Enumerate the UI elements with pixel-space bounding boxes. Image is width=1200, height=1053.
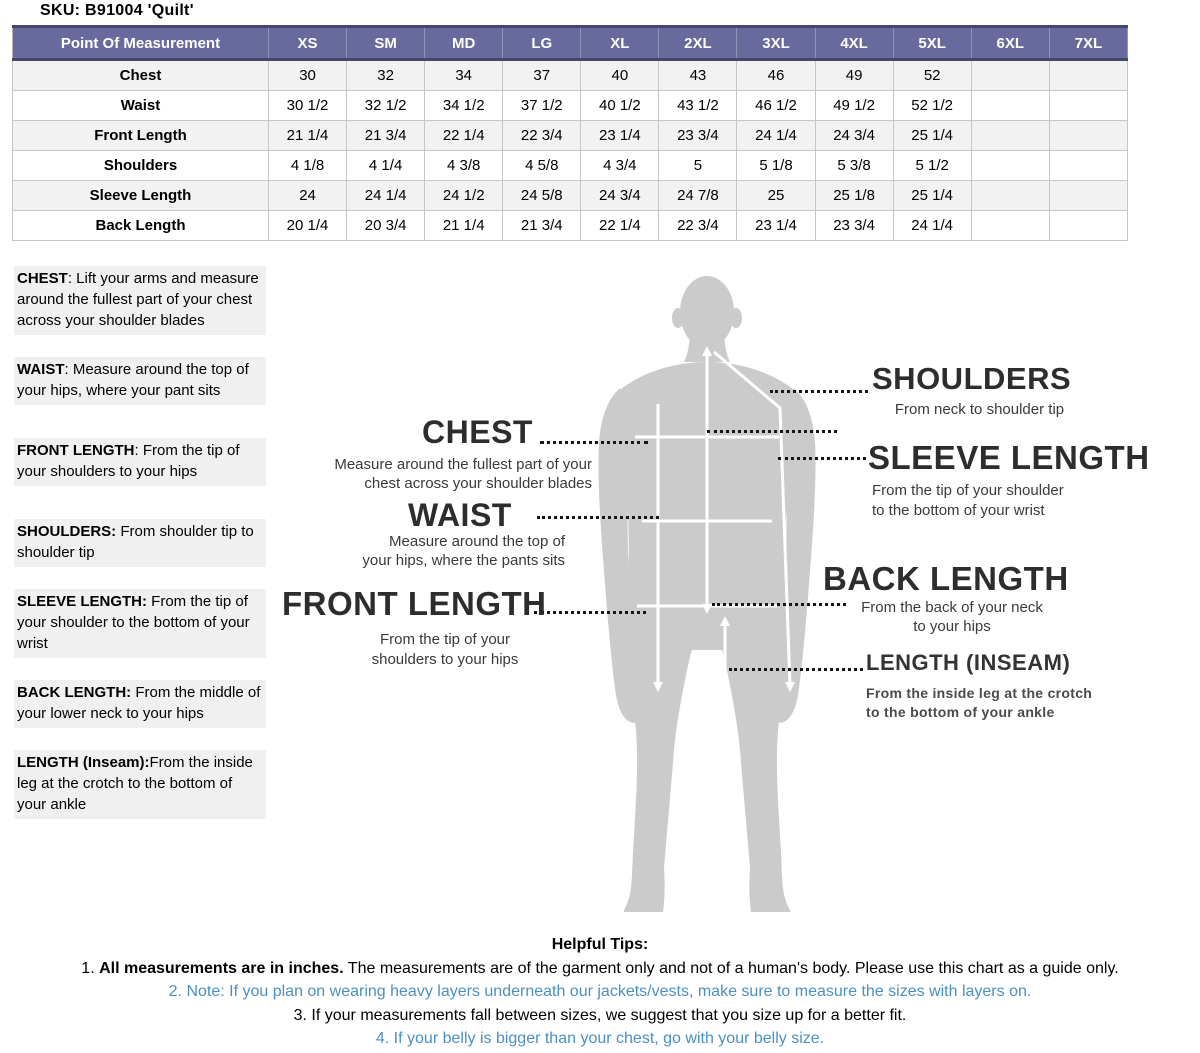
column-header: 3XL: [737, 27, 815, 60]
description-text: From the inside leg at the crotch to the bottom of your ankle: [17, 754, 253, 813]
size-value-cell: 30: [269, 60, 347, 91]
tips-heading: Helpful Tips:: [551, 936, 649, 953]
size-value-cell: 43: [659, 60, 737, 91]
figure-label-back-length: BACK LENGTH: [823, 560, 1069, 597]
figure-label-shoulders: SHOULDERS: [872, 361, 1072, 396]
size-value-cell: 30 1/2: [269, 91, 347, 121]
row-label: Back Length: [13, 211, 269, 241]
row-label: Waist: [13, 91, 269, 121]
figure-caption-shoulders: From neck to shoulder tip: [894, 401, 1065, 418]
size-value-cell: 46 1/2: [737, 91, 815, 121]
tip-line: 4. If your belly is bigger than your chest, go with your belly size.: [375, 1030, 825, 1047]
description-text: : Measure around the top of your hips, where your pant sits: [17, 361, 249, 399]
size-value-cell: 24 1/2: [425, 181, 503, 211]
size-value-cell: 32 1/2: [347, 91, 425, 121]
column-header: 4XL: [815, 27, 893, 60]
size-value-cell: 5 3/8: [815, 151, 893, 181]
sleeve-length-leader-line: [778, 457, 866, 460]
size-value-cell: 49: [815, 60, 893, 91]
row-label: Chest: [13, 60, 269, 91]
size-table-header-row: [13, 27, 1128, 60]
size-value-cell: 22 1/4: [425, 121, 503, 151]
size-value-cell: 4 3/4: [581, 151, 659, 181]
size-value-cell: [971, 60, 1049, 91]
size-value-cell: [1049, 181, 1127, 211]
size-value-cell: 24 1/4: [347, 181, 425, 211]
size-value-cell: 40 1/2: [581, 91, 659, 121]
size-value-cell: 5: [659, 151, 737, 181]
size-value-cell: 24 3/4: [815, 121, 893, 151]
column-header: 2XL: [659, 27, 737, 60]
size-value-cell: 25 1/4: [893, 121, 971, 151]
column-header: SM: [347, 27, 425, 60]
figure-caption-sleeve-length: From the tip of your shoulder to the bottom of your wrist: [872, 482, 1064, 519]
tips-list: [0, 957, 1200, 1051]
figure-caption-front-length: From the tip of your shoulders to your hips: [371, 631, 519, 668]
size-value-cell: [971, 151, 1049, 181]
description-text: From the middle of your lower neck to your hips: [17, 684, 261, 722]
size-value-cell: [1049, 121, 1127, 151]
front-length-leader-line: [534, 611, 646, 614]
size-value-cell: 21 1/4: [425, 211, 503, 241]
size-value-cell: 24 5/8: [503, 181, 581, 211]
table-row: [13, 60, 1128, 91]
column-header: MD: [425, 27, 503, 60]
column-header: LG: [503, 27, 581, 60]
description-label: WAIST: [17, 361, 65, 378]
inseam-leader-line: [729, 668, 863, 671]
description-label: BACK LENGTH:: [17, 684, 132, 701]
size-value-cell: 4 1/8: [269, 151, 347, 181]
size-value-cell: 20 3/4: [347, 211, 425, 241]
size-value-cell: [971, 181, 1049, 211]
table-row: [13, 151, 1128, 181]
table-row: [13, 91, 1128, 121]
size-table: [12, 25, 1128, 241]
measurement-description-item: [14, 680, 266, 728]
column-header: Point Of Measurement: [13, 27, 269, 60]
size-value-cell: 24 3/4: [581, 181, 659, 211]
column-header: XL: [581, 27, 659, 60]
chest-leader-line: [540, 441, 648, 444]
size-value-cell: 25 1/8: [815, 181, 893, 211]
size-value-cell: 46: [737, 60, 815, 91]
size-value-cell: 37: [503, 60, 581, 91]
figure-label-sleeve-length: SLEEVE LENGTH: [868, 439, 1150, 476]
row-label: Sleeve Length: [13, 181, 269, 211]
size-value-cell: 21 3/4: [347, 121, 425, 151]
size-value-cell: [1049, 60, 1127, 91]
description-label: CHEST: [17, 270, 68, 287]
size-value-cell: 4 1/4: [347, 151, 425, 181]
description-label: SLEEVE LENGTH:: [17, 593, 148, 610]
size-value-cell: 5 1/8: [737, 151, 815, 181]
size-value-cell: 4 5/8: [503, 151, 581, 181]
column-header: 6XL: [971, 27, 1049, 60]
size-value-cell: 37 1/2: [503, 91, 581, 121]
measurement-description-item: [14, 589, 266, 658]
figure-caption-chest: Measure around the fullest part of your chest across your shoulder blades: [334, 456, 592, 492]
shoulders-leader-line: [770, 390, 868, 393]
waist-leader-line: [537, 516, 659, 519]
description-text: : Lift your arms and measure around the fullest part of your chest across your shoulder blades: [17, 270, 259, 329]
measurement-description-item: [14, 266, 266, 335]
size-value-cell: 21 3/4: [503, 211, 581, 241]
size-value-cell: 40: [581, 60, 659, 91]
measurement-description-item: [14, 519, 266, 567]
size-value-cell: 24 1/4: [893, 211, 971, 241]
description-text: From the tip of your shoulder to the bottom of your wrist: [17, 593, 250, 652]
size-value-cell: 23 3/4: [659, 121, 737, 151]
size-value-cell: 34: [425, 60, 503, 91]
row-label: Front Length: [13, 121, 269, 151]
size-value-cell: [1049, 211, 1127, 241]
size-value-cell: 21 1/4: [269, 121, 347, 151]
tip-line: 3. If your measurements fall between sizes, we suggest that you size up for a better fit.: [293, 1006, 907, 1024]
size-value-cell: [971, 211, 1049, 241]
column-header: 7XL: [1049, 27, 1127, 60]
figure-label-front-length: FRONT LENGTH: [282, 585, 547, 622]
size-value-cell: 23 1/4: [737, 211, 815, 241]
size-value-cell: 22 3/4: [503, 121, 581, 151]
size-value-cell: 22 1/4: [581, 211, 659, 241]
size-value-cell: 52: [893, 60, 971, 91]
row-label: Shoulders: [13, 151, 269, 181]
size-value-cell: 32: [347, 60, 425, 91]
size-value-cell: 25: [737, 181, 815, 211]
table-row: [13, 181, 1128, 211]
description-label: LENGTH (Inseam):: [17, 754, 150, 771]
body-silhouette-figure: [557, 272, 857, 912]
size-value-cell: 24 7/8: [659, 181, 737, 211]
column-header: XS: [269, 27, 347, 60]
size-value-cell: [1049, 151, 1127, 181]
back-length-leader-line: [712, 603, 846, 606]
description-label: FRONT LENGTH: [17, 442, 135, 459]
size-value-cell: 34 1/2: [425, 91, 503, 121]
measurement-descriptions: [14, 266, 266, 841]
size-value-cell: 52 1/2: [893, 91, 971, 121]
size-value-cell: 24: [269, 181, 347, 211]
size-value-cell: [971, 91, 1049, 121]
table-row: [13, 121, 1128, 151]
description-label: SHOULDERS:: [17, 523, 117, 540]
size-value-cell: 24 1/4: [737, 121, 815, 151]
figure-caption-back-length: From the back of your neck to your hips: [861, 599, 1043, 635]
measurement-description-item: [14, 357, 266, 405]
figure-label-waist: WAIST: [408, 497, 512, 533]
tip-line: 2. Note: If you plan on wearing heavy layers underneath our jackets/vests, make sure to measure the sizes with layers on.: [168, 983, 1032, 1000]
description-text: From shoulder tip to shoulder tip: [17, 523, 254, 561]
page-title: SKU: B91004 'Quilt': [40, 2, 194, 19]
description-text: : From the tip of your shoulders to your hips: [17, 442, 240, 480]
column-header: 5XL: [893, 27, 971, 60]
figure-caption-inseam: From the inside leg at the crotch to the bottom of your ankle: [866, 685, 1093, 720]
size-value-cell: 23 3/4: [815, 211, 893, 241]
size-value-cell: 20 1/4: [269, 211, 347, 241]
figure-label-inseam: LENGTH (INSEAM): [866, 650, 1071, 675]
tip-line: 1. All measurements are in inches. The measurements are of the garment only and not of a human's body. Please use this chart as a guide only.: [81, 959, 1119, 977]
size-value-cell: 25 1/4: [893, 181, 971, 211]
size-value-cell: 23 1/4: [581, 121, 659, 151]
helpful-tips: [0, 933, 1200, 1051]
figure-label-chest: CHEST: [422, 414, 533, 450]
table-row: [13, 211, 1128, 241]
figure-caption-waist: Measure around the top of your hips, where the pants sits: [362, 533, 565, 569]
size-value-cell: 43 1/2: [659, 91, 737, 121]
size-value-cell: 49 1/2: [815, 91, 893, 121]
size-value-cell: [971, 121, 1049, 151]
sleeve-upper-leader-line: [707, 430, 837, 433]
size-value-cell: 22 3/4: [659, 211, 737, 241]
size-value-cell: 4 3/8: [425, 151, 503, 181]
size-value-cell: 5 1/2: [893, 151, 971, 181]
measurement-description-item: [14, 438, 266, 486]
measurement-description-item: [14, 750, 266, 819]
size-value-cell: [1049, 91, 1127, 121]
